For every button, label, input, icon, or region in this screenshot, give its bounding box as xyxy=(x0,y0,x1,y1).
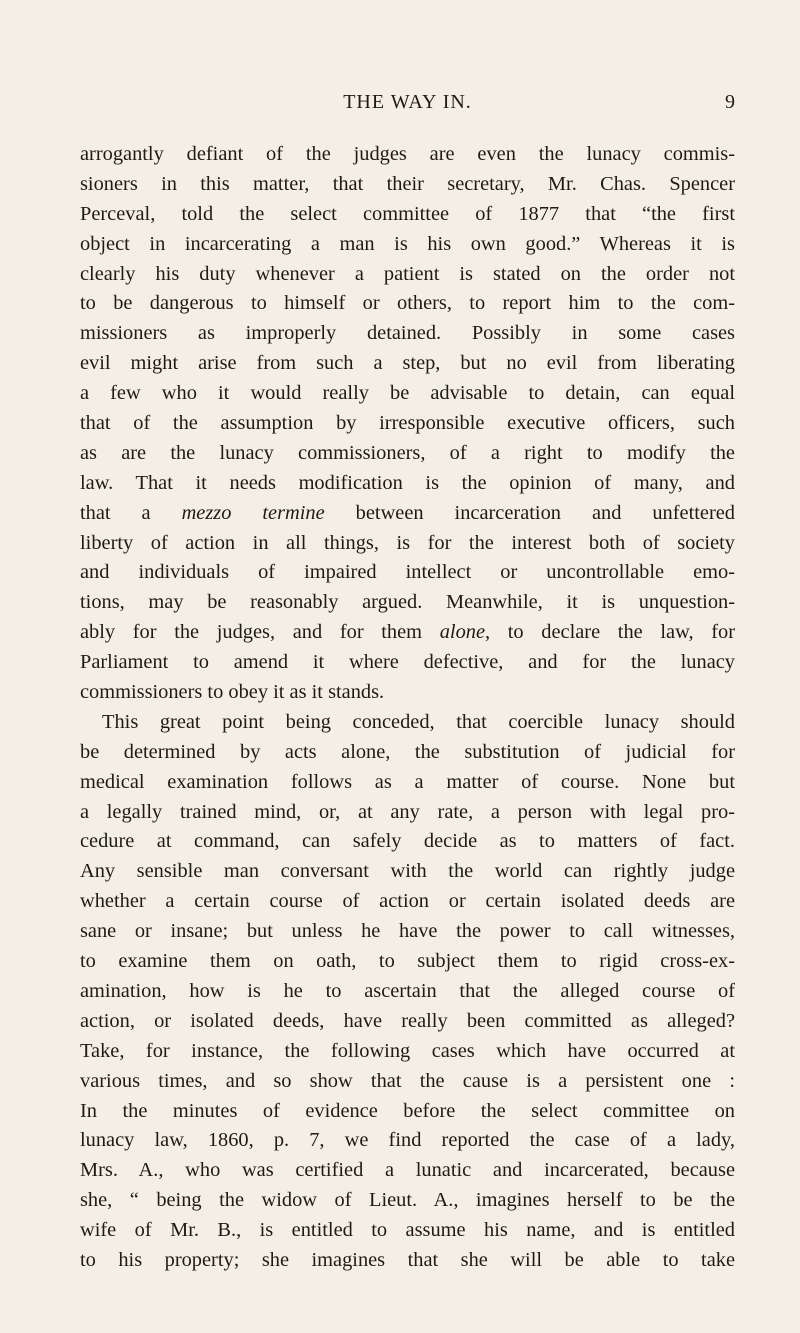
text-line: clearly his duty whenever a patient is stated on the order not xyxy=(80,262,735,285)
running-title: THE WAY IN. xyxy=(343,91,472,113)
text-line: liberty of action in all things, is for the interest both of society xyxy=(80,531,735,554)
text-line: sane or insane; but unless he have the power to call witnesses, xyxy=(80,920,735,943)
text-line: arrogantly defiant of the judges are even the lunacy commis- xyxy=(80,143,735,165)
text-line: medical examination follows as a matter of course. None but xyxy=(80,770,735,793)
text-line: This great point being conceded, that coercible lunacy should xyxy=(102,710,735,733)
text-line: Perceval, told the select committee of 1877 that “the first xyxy=(80,202,735,225)
text-line: as are the lunacy commissioners, of a right to modify the xyxy=(80,441,735,464)
text-line: law. That it needs modification is the opinion of many, and xyxy=(80,471,735,494)
text-line: a legally trained mind, or, at any rate, a person with legal pro- xyxy=(80,800,735,823)
text-line: cedure at command, can safely decide as to matters of fact. xyxy=(80,830,735,853)
text-line: sioners in this matter, that their secretary, Mr. Chas. Spencer xyxy=(80,172,735,195)
text-line: In the minutes of evidence before the select committee on xyxy=(80,1099,735,1122)
text-line: lunacy law, 1860, p. 7, we find reported the case of a lady, xyxy=(80,1129,735,1152)
text-line: Mrs. A., who was certified a lunatic and incarcerated, because xyxy=(80,1159,735,1182)
body-text xyxy=(80,140,735,1276)
text-line: whether a certain course of action or certain isolated deeds are xyxy=(80,890,735,913)
text-line: a few who it would really be advisable to detain, can equal xyxy=(80,382,735,405)
text-line: ably for the judges, and for them alone, to declare the law, for xyxy=(80,621,735,644)
text-line: evil might arise from such a step, but no evil from liberating xyxy=(80,352,735,375)
page-number: 9 xyxy=(725,91,735,113)
text-line: various times, and so show that the cause is a persistent one : xyxy=(80,1069,735,1092)
paragraph-1 xyxy=(80,140,735,708)
text-line: be determined by acts alone, the substitution of judicial for xyxy=(80,740,735,763)
text-line: Any sensible man conversant with the world can rightly judge xyxy=(80,860,735,883)
text-line: commissioners to obey it as it stands. xyxy=(80,681,385,704)
text-line: to examine them on oath, to subject them to rigid cross-ex- xyxy=(80,950,735,973)
text-line: and individuals of impaired intellect or uncontrollable emo- xyxy=(80,561,735,584)
text-line: missioners as improperly detained. Possibly in some cases xyxy=(80,322,735,345)
paragraph-2 xyxy=(80,708,735,1276)
text-line: object in incarcerating a man is his own good.” Whereas it is xyxy=(80,232,735,255)
running-head xyxy=(80,88,735,116)
text-line: Take, for instance, the following cases which have occurred at xyxy=(80,1039,735,1062)
text-line: that of the assumption by irresponsible executive officers, such xyxy=(80,412,735,435)
text-line: she, “ being the widow of Lieut. A., imagines herself to be the xyxy=(80,1189,735,1212)
text-line: to be dangerous to himself or others, to report him to the com- xyxy=(80,292,735,315)
text-line: tions, may be reasonably argued. Meanwhile, it is unquestion- xyxy=(80,591,735,614)
text-line: to his property; she imagines that she will be able to take xyxy=(80,1248,735,1271)
text-line: amination, how is he to ascertain that the alleged course of xyxy=(80,979,735,1002)
text-line: wife of Mr. B., is entitled to assume his name, and is entitled xyxy=(80,1219,735,1242)
text-line: Parliament to amend it where defective, and for the lunacy xyxy=(80,651,735,674)
text-line: that a mezzo termine between incarceration and unfettered xyxy=(80,501,735,524)
text-line: action, or isolated deeds, have really been committed as alleged? xyxy=(80,1009,735,1032)
